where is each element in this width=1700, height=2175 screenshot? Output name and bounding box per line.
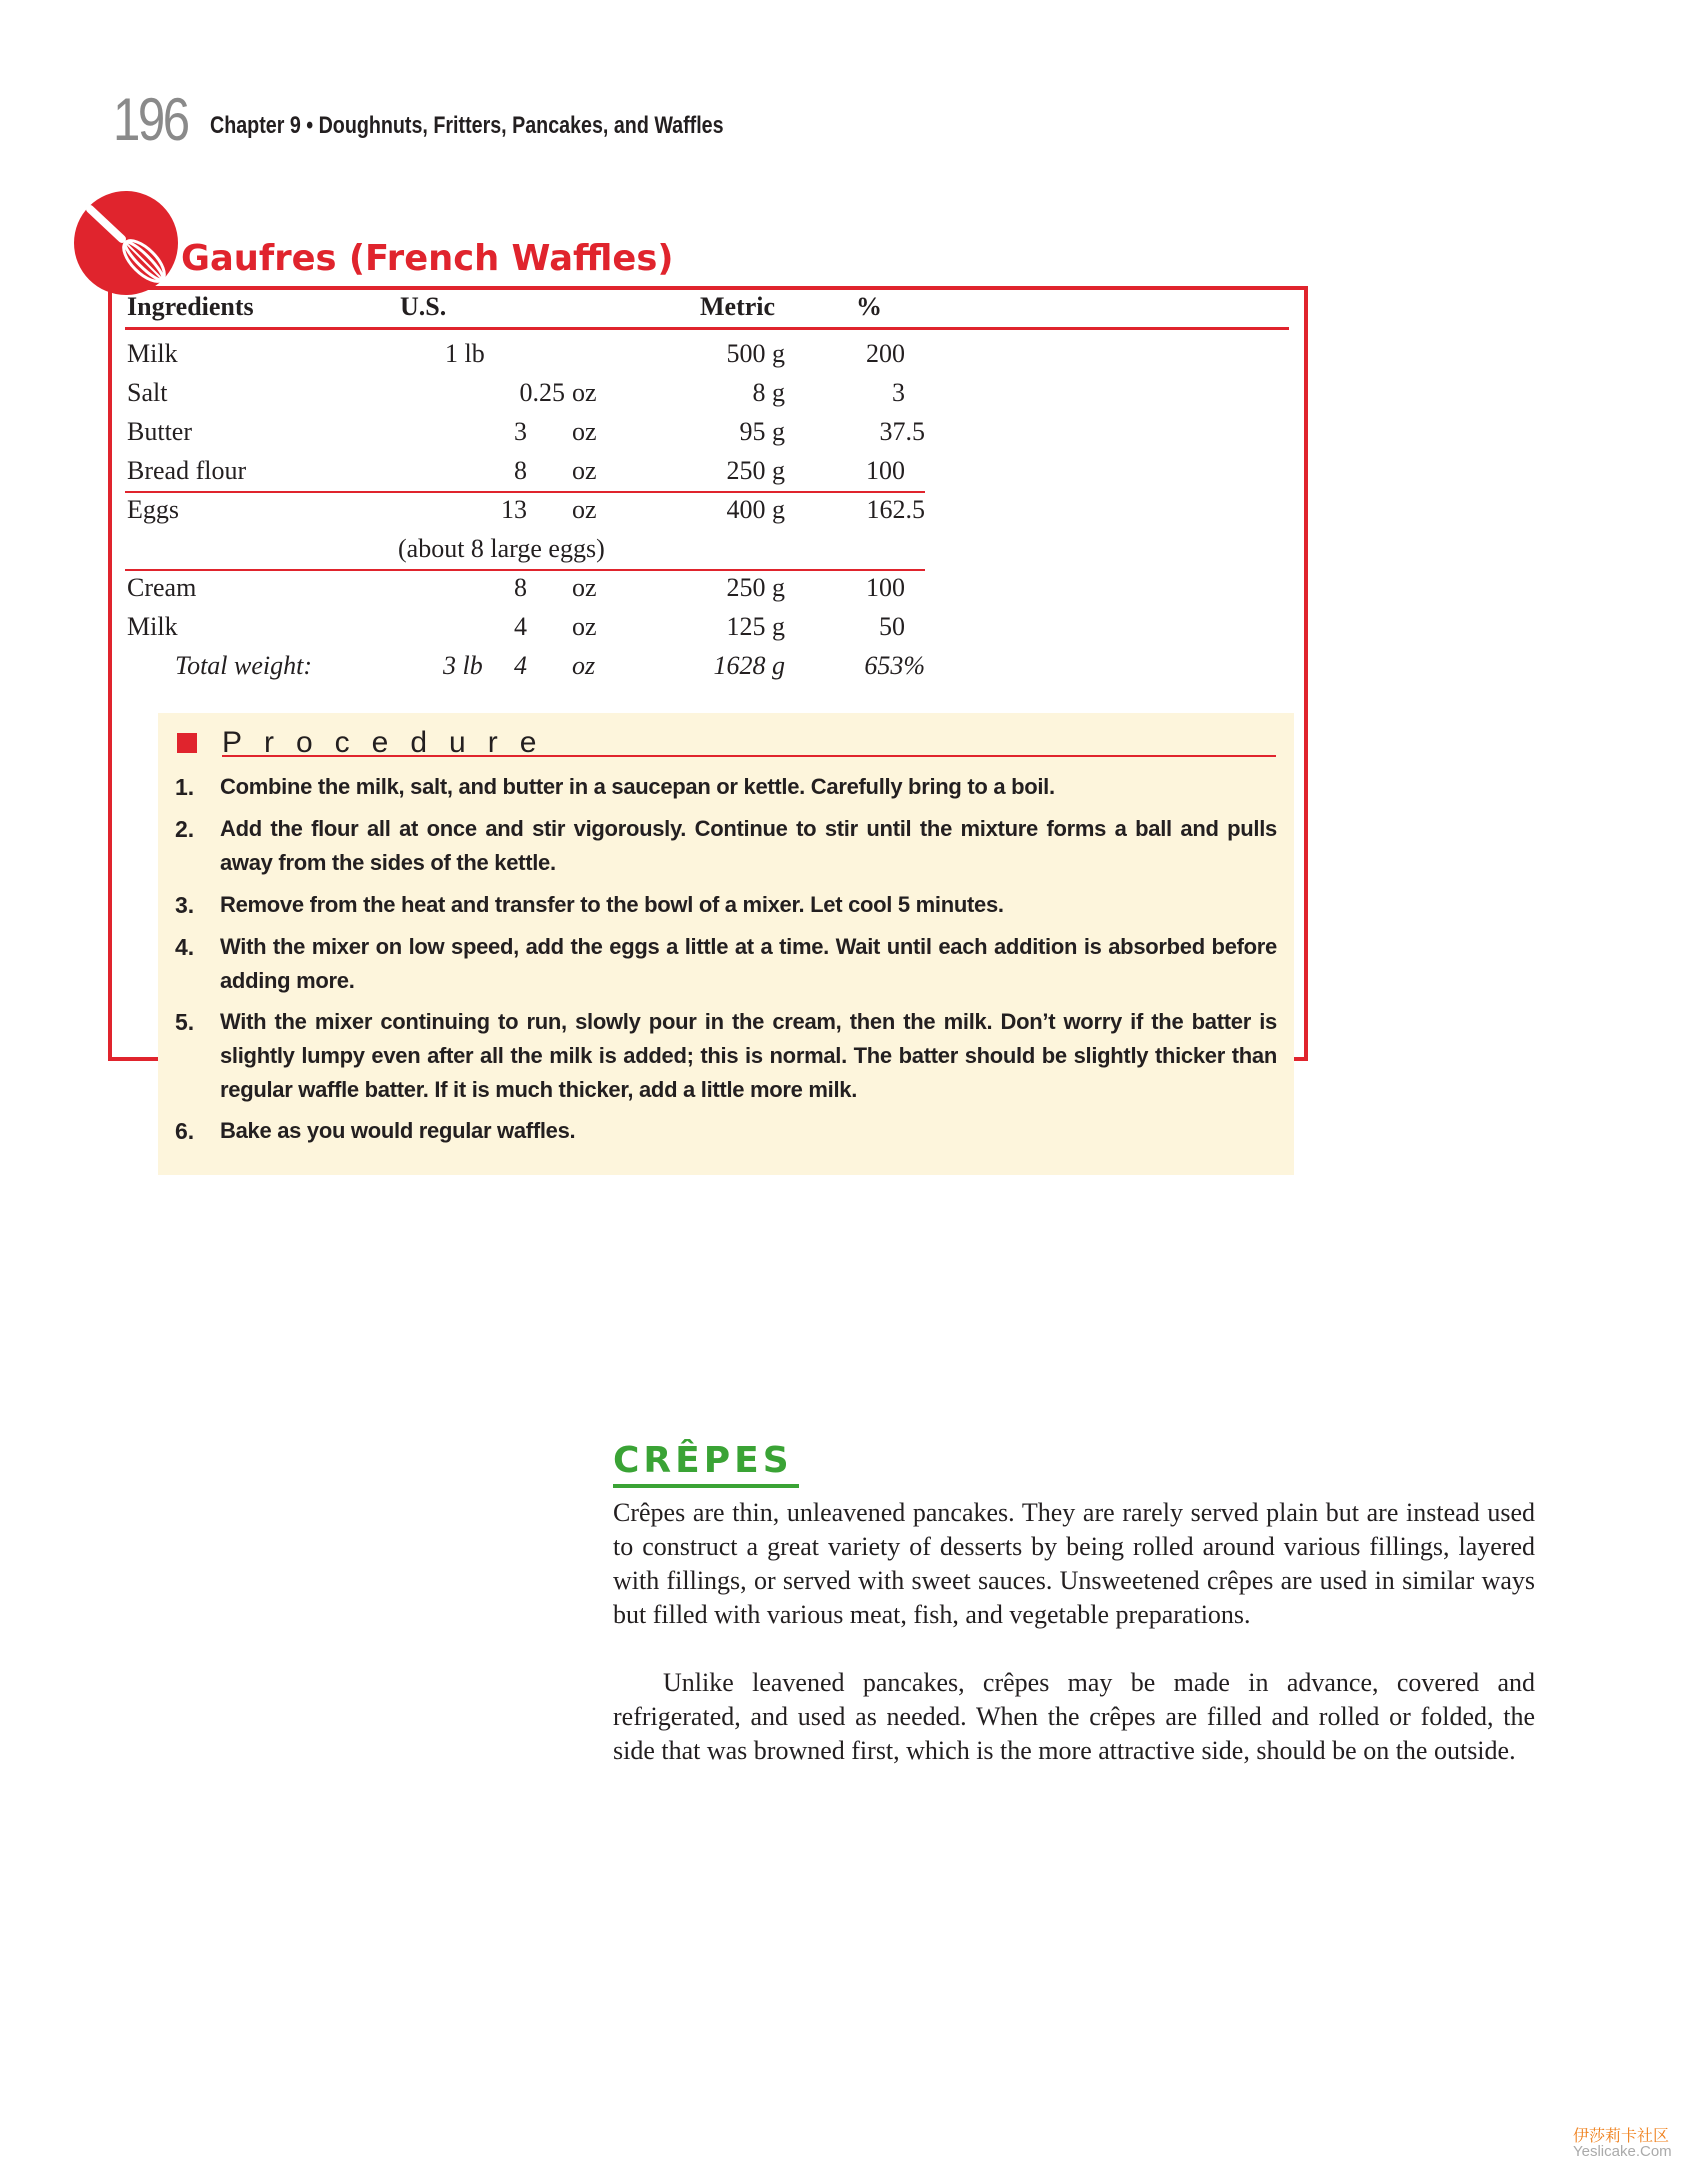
total-metric: 1628 g xyxy=(713,651,785,680)
step-text: With the mixer on low speed, add the eggs a little at a time. Wait until each addition is absorbed before adding more. xyxy=(220,934,1277,993)
step-text: Add the flour all at once and stir vigorously. Continue to stir until the mixture forms a ball and pulls away from the sides of the kettle. xyxy=(220,816,1277,875)
ingredient-name: Bread flour xyxy=(127,456,247,485)
step-text: With the mixer continuing to run, slowly pour in the cream, then the milk. Don’t worry if the batter is slightly lumpy even after all the milk is added; this is normal. The batter should be slightly thicker than regular waffle batter. If it is much thicker, add a little more milk. xyxy=(220,1009,1277,1102)
whisk-icon xyxy=(74,191,178,295)
ingredient-name: Milk xyxy=(127,339,178,368)
column-header-percent: % xyxy=(856,292,882,321)
step-number: 4. xyxy=(175,934,195,960)
us-weight: 8 xyxy=(514,456,527,485)
ingredient-note: (about 8 large eggs) xyxy=(398,534,605,563)
watermark-cn: 伊莎莉卡社区 xyxy=(1573,2126,1670,2145)
percent: 37.5 xyxy=(879,417,925,446)
us-weight: 8 xyxy=(514,573,527,602)
percent: 50 xyxy=(879,612,905,641)
us-weight: 13 xyxy=(501,495,527,524)
percent: 100 xyxy=(866,573,905,602)
metric-weight: 95 g xyxy=(739,417,785,446)
ingredient-name: Salt xyxy=(127,378,168,407)
metric-weight: 125 g xyxy=(726,612,785,641)
total-label: Total weight: xyxy=(175,651,313,680)
us-unit: oz xyxy=(572,573,597,602)
step-number: 5. xyxy=(175,1009,195,1035)
ingredient-name: Milk xyxy=(127,612,178,641)
column-header-ingredients: Ingredients xyxy=(127,292,254,321)
step-number: 2. xyxy=(175,816,195,842)
us-weight: 1 lb xyxy=(445,339,485,368)
metric-weight: 400 g xyxy=(726,495,785,524)
percent: 3 xyxy=(892,378,905,407)
group-rule xyxy=(125,491,925,493)
group-rule xyxy=(125,569,925,571)
total-us-lb: 3 lb xyxy=(443,651,483,680)
us-unit: oz xyxy=(572,378,597,407)
total-us-oz: 4 xyxy=(514,651,527,680)
procedure-marker xyxy=(177,733,197,753)
step-text: Bake as you would regular waffles. xyxy=(220,1118,576,1143)
section-heading: CRÊPES xyxy=(613,1440,793,1481)
recipe-title: Gaufres (French Waffles) xyxy=(181,238,674,279)
metric-weight: 250 g xyxy=(726,573,785,602)
ingredient-name: Eggs xyxy=(127,495,179,524)
percent: 100 xyxy=(866,456,905,485)
us-weight: 3 xyxy=(514,417,527,446)
metric-weight: 500 g xyxy=(726,339,785,368)
table-header-rule xyxy=(125,327,1289,330)
ingredient-name: Butter xyxy=(127,417,192,446)
running-head: Chapter 9 • Doughnuts, Fritters, Pancakes, and Waffles xyxy=(210,112,724,139)
percent: 200 xyxy=(866,339,905,368)
total-percent: 653% xyxy=(864,651,925,680)
step-number: 3. xyxy=(175,892,195,918)
column-header-metric: Metric xyxy=(700,292,776,321)
page-number: 196 xyxy=(113,86,188,153)
step-text: Remove from the heat and transfer to the bowl of a mixer. Let cool 5 minutes. xyxy=(220,892,1004,917)
step-text: Combine the milk, salt, and butter in a saucepan or kettle. Carefully bring to a boil. xyxy=(220,774,1055,799)
percent: 162.5 xyxy=(866,495,925,524)
total-us-unit: oz xyxy=(572,651,596,680)
us-unit: oz xyxy=(572,495,597,524)
us-unit: oz xyxy=(572,612,597,641)
us-unit: oz xyxy=(572,417,597,446)
metric-weight: 250 g xyxy=(726,456,785,485)
step-number: 6. xyxy=(175,1118,195,1144)
watermark-en: Yeslicake.Com xyxy=(1573,2143,1672,2160)
procedure-heading: Procedure xyxy=(222,726,559,759)
us-weight: 0.25 xyxy=(519,378,565,407)
ingredient-name: Cream xyxy=(127,573,197,602)
metric-weight: 8 g xyxy=(752,378,785,407)
us-unit: oz xyxy=(572,456,597,485)
us-weight: 4 xyxy=(514,612,527,641)
body-paragraph: Unlike leavened pancakes, crêpes may be made in advance, covered and refrigerated, and used as needed. When the crêpes are filled and rolled or folded, the side that was browned first, which is the more attractive side, should be on the outside. xyxy=(613,1668,1535,1765)
body-paragraph: Crêpes are thin, unleavened pancakes. They are rarely served plain but are instead used to construct a great variety of desserts by being rolled around various fillings, layered with fillings, or served with sweet sauces. Unsweetened crêpes are used in similar ways but filled with various meat, fish, and vegetable preparations. xyxy=(613,1498,1535,1629)
section-rule xyxy=(613,1484,799,1488)
procedure-rule xyxy=(222,755,1276,757)
step-number: 1. xyxy=(175,774,195,800)
column-header-us: U.S. xyxy=(400,292,447,321)
